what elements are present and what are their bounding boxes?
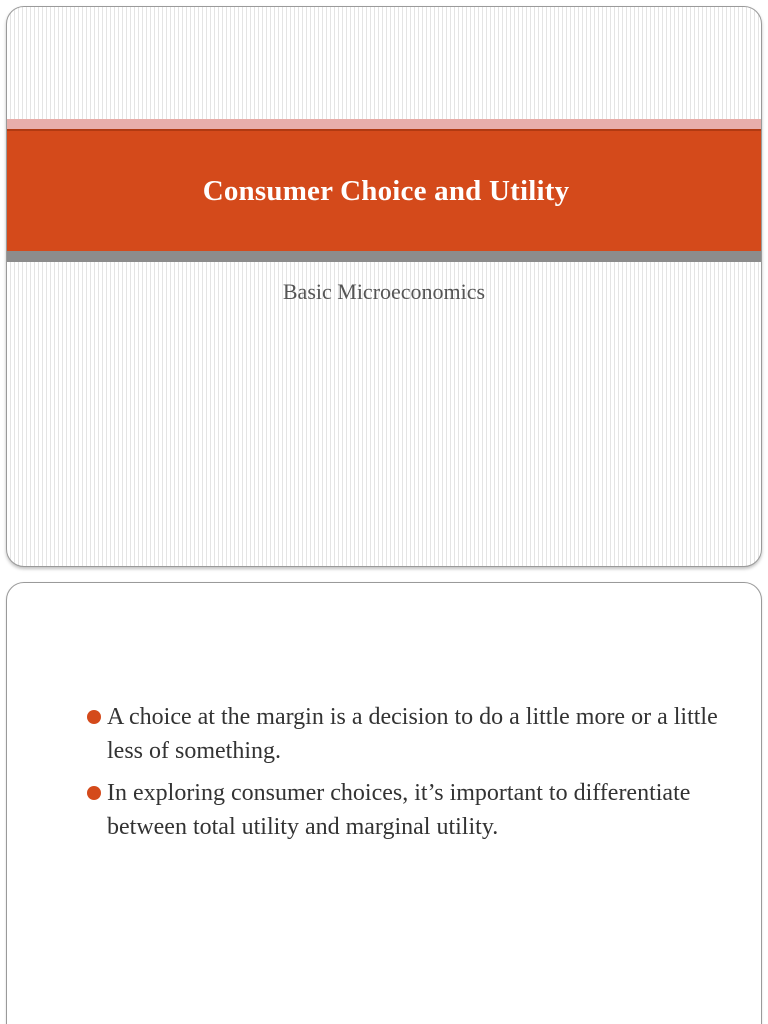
accent-stripe (7, 119, 761, 129)
bullet-dot-icon (87, 786, 101, 800)
slide-subtitle: Basic Microeconomics (282, 279, 486, 304)
list-item (85, 776, 725, 844)
bullet-text: In exploring consumer choices, it’s important to differentiate between total utility and marginal utility. (107, 780, 691, 840)
bullet-text: A choice at the margin is a decision to do a little more or a little less of something. (107, 704, 718, 764)
slide-title: Consumer Choice and Utility (202, 174, 570, 207)
list-item (85, 700, 725, 768)
bullet-dot-icon (87, 710, 101, 724)
title-slide[interactable] (6, 6, 762, 567)
divider-stripe (7, 251, 761, 262)
bullet-list (85, 700, 725, 852)
title-band (7, 129, 761, 251)
content-slide[interactable] (6, 582, 762, 1024)
